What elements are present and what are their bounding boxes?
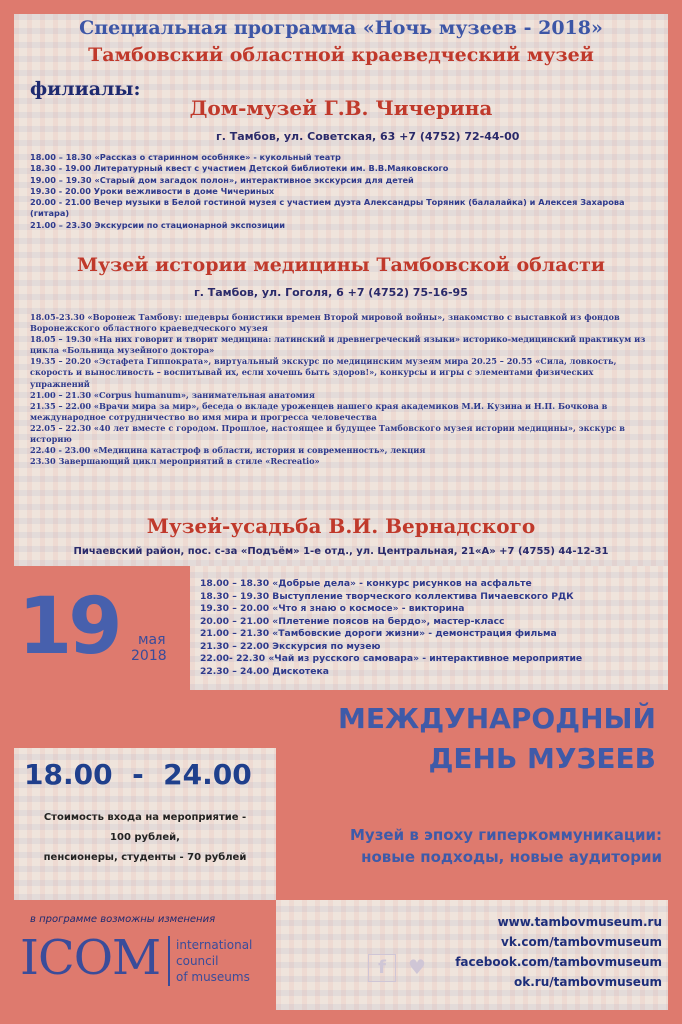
chicherin-address: г. Тамбов, ул. Советская, 63 +7 (4752) 72-44-00 xyxy=(216,130,520,143)
list-item: 21.30 – 22.00 Экскурсия по музею xyxy=(200,640,381,652)
list-item: 18.00 – 18.30 «Добрые дела» - конкурс рисунков на асфальте xyxy=(200,578,532,589)
list-item: 21.00 – 23.30 Экскурсии по стационарной экспозиции xyxy=(30,219,285,230)
museum-name: Тамбовский областной краеведческий музей xyxy=(88,44,594,66)
price-line3: пенсионеры, студенты - 70 рублей xyxy=(43,852,247,863)
list-item: 18.05-23.30 «Воронеж Тамбову: шедевры бонистики времен Второй мировой войны», знакомство с выставкой из фондов Воронежского областного краеведческого музея xyxy=(30,312,620,334)
list-item: 21.00 – 21.30 «Тамбовские дороги жизни» - демонстрация фильма xyxy=(200,628,557,639)
date-day: 19 xyxy=(18,582,119,672)
link-website[interactable]: www.tambovmuseum.ru xyxy=(497,915,662,929)
icom-text-3: of museums xyxy=(176,970,250,984)
medicine-events xyxy=(30,312,648,467)
list-item: 20.00 – 21.00 «Плетение поясов на бердо», мастер-класс xyxy=(200,615,505,627)
vernadsky-events xyxy=(200,578,660,678)
program-change-note: в программе возможны изменения xyxy=(30,914,216,925)
price-line2: 100 рублей, xyxy=(110,832,180,843)
intl-day-line2: ДЕНЬ МУЗЕЕВ xyxy=(428,742,656,775)
link-vk[interactable]: vk.com/tambovmuseum xyxy=(501,935,662,949)
list-item: 18.30 - 19.00 Литературный квест с участием Детской библиотеки им. В.В.Маяковского xyxy=(30,163,449,174)
branches-label: филиалы: xyxy=(30,78,141,100)
program-title: Специальная программа «Ночь музеев - 2018» xyxy=(79,17,603,39)
twitter-icon[interactable]: ♥ xyxy=(408,955,426,979)
link-ok[interactable]: ok.ru/tambovmuseum xyxy=(514,975,662,989)
link-facebook[interactable]: facebook.com/tambovmuseum xyxy=(455,955,662,969)
list-item: 20.00 - 21.00 Вечер музыки в Белой гостиной музея с участием дуэта Александры Торяник (балалайка) и Алексея Захарова (гитара) xyxy=(30,197,625,219)
list-item: 19.30 – 20.00 «Что я знаю о космосе» - викторина xyxy=(200,603,465,614)
intl-day-line1: МЕЖДУНАРОДНЫЙ xyxy=(337,702,656,735)
list-item: 19.30 - 20.00 Уроки вежливости в доме Чичериных xyxy=(30,185,275,196)
chicherin-title: Дом-музей Г.В. Чичерина xyxy=(189,96,493,120)
icom-text-1: international xyxy=(176,938,253,952)
medicine-address: г. Тамбов, ул. Гоголя, 6 +7 (4752) 75-16-95 xyxy=(194,286,468,299)
icom-logo: ICOM xyxy=(20,930,161,986)
vernadsky-title: Музей-усадьба В.И. Вернадского xyxy=(146,514,536,538)
vernadsky-address: Пичаевский район, пос. с-за «Подъём» 1-е отд., ул. Центральная, 21«А» +7 (4755) 44-12-31 xyxy=(73,546,609,557)
price-line1: Стоимость входа на мероприятие - xyxy=(43,812,247,823)
medicine-title: Музей истории медицины Тамбовской области xyxy=(76,254,605,276)
theme-line1: Музей в эпоху гиперкоммуникации: xyxy=(350,826,662,844)
date-month: мая xyxy=(138,632,166,648)
list-item: 18.05 – 19.30 «На них говорит и творит медицина: латинский и древнегреческий языки» историко-медицинский практикум из цикла «Больница музейного доктора» xyxy=(30,334,646,356)
list-item: 22.05 – 22.30 «40 лет вместе с городом. Прошлое, настоящее и будущее Тамбовского музея истории медицины», экскурс в историю xyxy=(30,422,625,445)
event-time: 18.00 - 24.00 xyxy=(24,758,252,791)
list-item: 21.00 – 21.30 «Corpus humanum», занимательная анатомия xyxy=(30,389,315,400)
date-year: 2018 xyxy=(131,648,167,664)
list-item: 22.00- 22.30 «Чай из русского самовара» - интерактивное мероприятие xyxy=(200,653,583,664)
list-item: 18.30 – 19.30 Выступление творческого коллектива Пичаевского РДК xyxy=(200,590,574,602)
list-item: 22.30 – 24.00 Дискотека xyxy=(200,665,329,677)
links xyxy=(440,912,662,992)
chicherin-events xyxy=(30,152,650,231)
icom-divider xyxy=(168,936,170,986)
list-item: 22.40 - 23.00 «Медицина катастроф в области, история и современность», лекция xyxy=(30,445,426,456)
list-item: 19.35 – 20.20 «Эстафета Гиппократа», виртуальный экскурс по медицинским музеям мира 20.25 – 20.55 «Сила, ловкость, скорость и выносливость – воспитывай их, если хочешь быть здоров!», конкурсы и игры с элементами физических упражнений xyxy=(30,356,617,389)
list-item: 23.30 Завершающий цикл мероприятий в стиле «Recreatio» xyxy=(30,456,320,467)
list-item: 21.35 – 22.00 «Врачи мира за мир», беседа о вкладе уроженцев нашего края академиков М.И. Кузина и Н.П. Бочкова в международное сотрудничество во имя мира и прогресса человечества xyxy=(30,400,608,422)
facebook-icon[interactable]: f xyxy=(368,954,396,982)
list-item: 18.00 – 18.30 «Рассказ о старинном особняке» - кукольный театр xyxy=(30,152,341,162)
theme-line2: новые подходы, новые аудитории xyxy=(361,848,662,866)
list-item: 19.00 – 19.30 «Старый дом загадок полон», интерактивное экскурсия для детей xyxy=(30,174,414,185)
icom-text-2: council xyxy=(176,954,219,968)
